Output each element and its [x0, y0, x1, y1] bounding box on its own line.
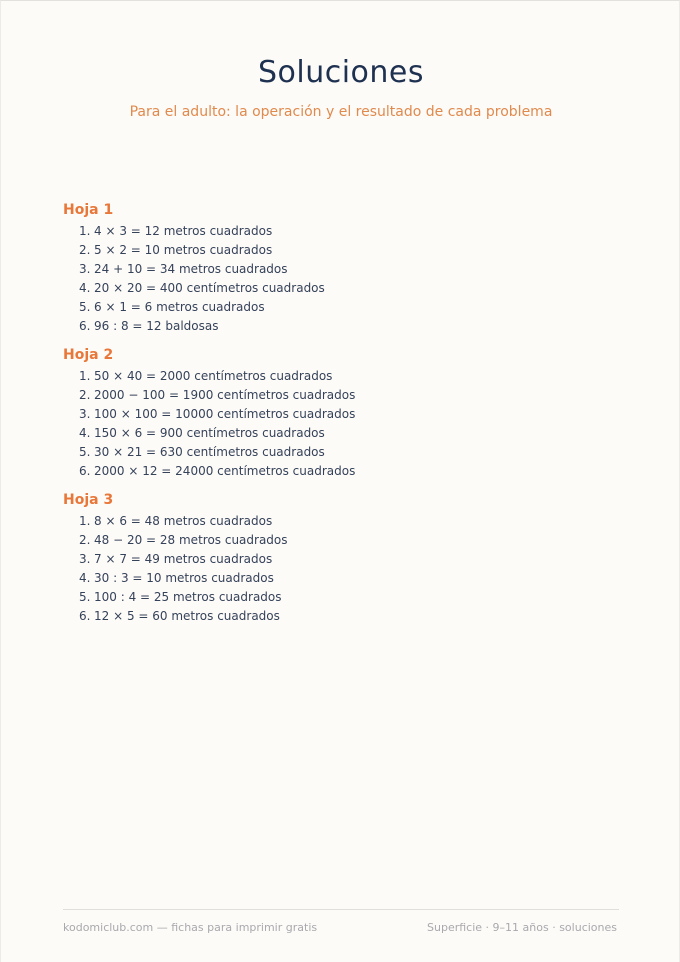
answer-text: 12 × 5 = 60 metros cuadrados	[94, 609, 280, 623]
answer-item	[79, 222, 623, 241]
answer-number: 5.	[79, 300, 91, 314]
footer-topic-text: Superficie · 9–11 años · soluciones	[427, 921, 617, 934]
answer-text: 6 × 1 = 6 metros cuadrados	[94, 300, 265, 314]
answer-item	[79, 588, 623, 607]
answer-text: 150 × 6 = 900 centímetros cuadrados	[94, 426, 325, 440]
answer-text: 50 × 40 = 2000 centímetros cuadrados	[94, 369, 333, 383]
answer-item	[79, 367, 623, 386]
answer-number: 2.	[79, 388, 91, 402]
answer-number: 3.	[79, 262, 91, 276]
sheet-title: Hoja 1	[63, 202, 114, 218]
solutions-list	[63, 200, 623, 635]
answer-number: 4.	[79, 571, 91, 585]
answer-number: 1.	[79, 514, 91, 528]
answer-text: 24 + 10 = 34 metros cuadrados	[94, 262, 288, 276]
answer-item	[79, 424, 623, 443]
answer-text: 48 − 20 = 28 metros cuadrados	[94, 533, 288, 547]
answer-text: 30 × 21 = 630 centímetros cuadrados	[94, 445, 325, 459]
answer-item	[79, 512, 623, 531]
answer-number: 5.	[79, 590, 91, 604]
sheet-section	[63, 345, 623, 481]
answer-item	[79, 607, 623, 626]
sheet-title: Hoja 3	[63, 492, 114, 508]
answer-item	[79, 550, 623, 569]
answer-item	[79, 298, 623, 317]
answer-number: 4.	[79, 426, 91, 440]
answer-text: 96 : 8 = 12 baldosas	[94, 319, 219, 333]
answer-item	[79, 279, 623, 298]
answer-item	[79, 241, 623, 260]
answer-number: 3.	[79, 407, 91, 421]
answer-text: 2000 − 100 = 1900 centímetros cuadrados	[94, 388, 356, 402]
footer-site-text: kodomiclub.com — fichas para imprimir gratis	[63, 921, 318, 934]
answer-number: 5.	[79, 445, 91, 459]
answer-number: 3.	[79, 552, 91, 566]
answer-list	[63, 367, 623, 481]
answer-number: 2.	[79, 533, 91, 547]
answer-item	[79, 462, 623, 481]
answer-list	[63, 512, 623, 626]
answer-item	[79, 443, 623, 462]
answer-text: 8 × 6 = 48 metros cuadrados	[94, 514, 273, 528]
answer-text: 7 × 7 = 49 metros cuadrados	[94, 552, 273, 566]
answer-item	[79, 386, 623, 405]
answer-list	[63, 222, 623, 336]
page-title: Soluciones	[257, 55, 425, 90]
answer-item	[79, 317, 623, 336]
answer-item	[79, 260, 623, 279]
answer-text: 2000 × 12 = 24000 centímetros cuadrados	[94, 464, 356, 478]
sheet-section	[63, 200, 623, 336]
sheet-section	[63, 490, 623, 626]
answer-number: 6.	[79, 319, 91, 333]
sheet-title: Hoja 2	[63, 347, 114, 363]
answer-text: 30 : 3 = 10 metros cuadrados	[94, 571, 274, 585]
answer-item	[79, 405, 623, 424]
answer-text: 100 × 100 = 10000 centímetros cuadrados	[94, 407, 356, 421]
answer-number: 6.	[79, 464, 91, 478]
answer-number: 6.	[79, 609, 91, 623]
answer-number: 4.	[79, 281, 91, 295]
page-subtitle: Para el adulto: la operación y el resultado de cada problema	[129, 104, 553, 120]
answer-number: 2.	[79, 243, 91, 257]
answer-item	[79, 531, 623, 550]
answer-number: 1.	[79, 224, 91, 238]
answer-number: 1.	[79, 369, 91, 383]
answer-item	[79, 569, 623, 588]
answer-text: 5 × 2 = 10 metros cuadrados	[94, 243, 273, 257]
answer-text: 4 × 3 = 12 metros cuadrados	[94, 224, 273, 238]
answer-text: 20 × 20 = 400 centímetros cuadrados	[94, 281, 325, 295]
answer-text: 100 : 4 = 25 metros cuadrados	[94, 590, 282, 604]
footer-divider	[63, 909, 619, 910]
